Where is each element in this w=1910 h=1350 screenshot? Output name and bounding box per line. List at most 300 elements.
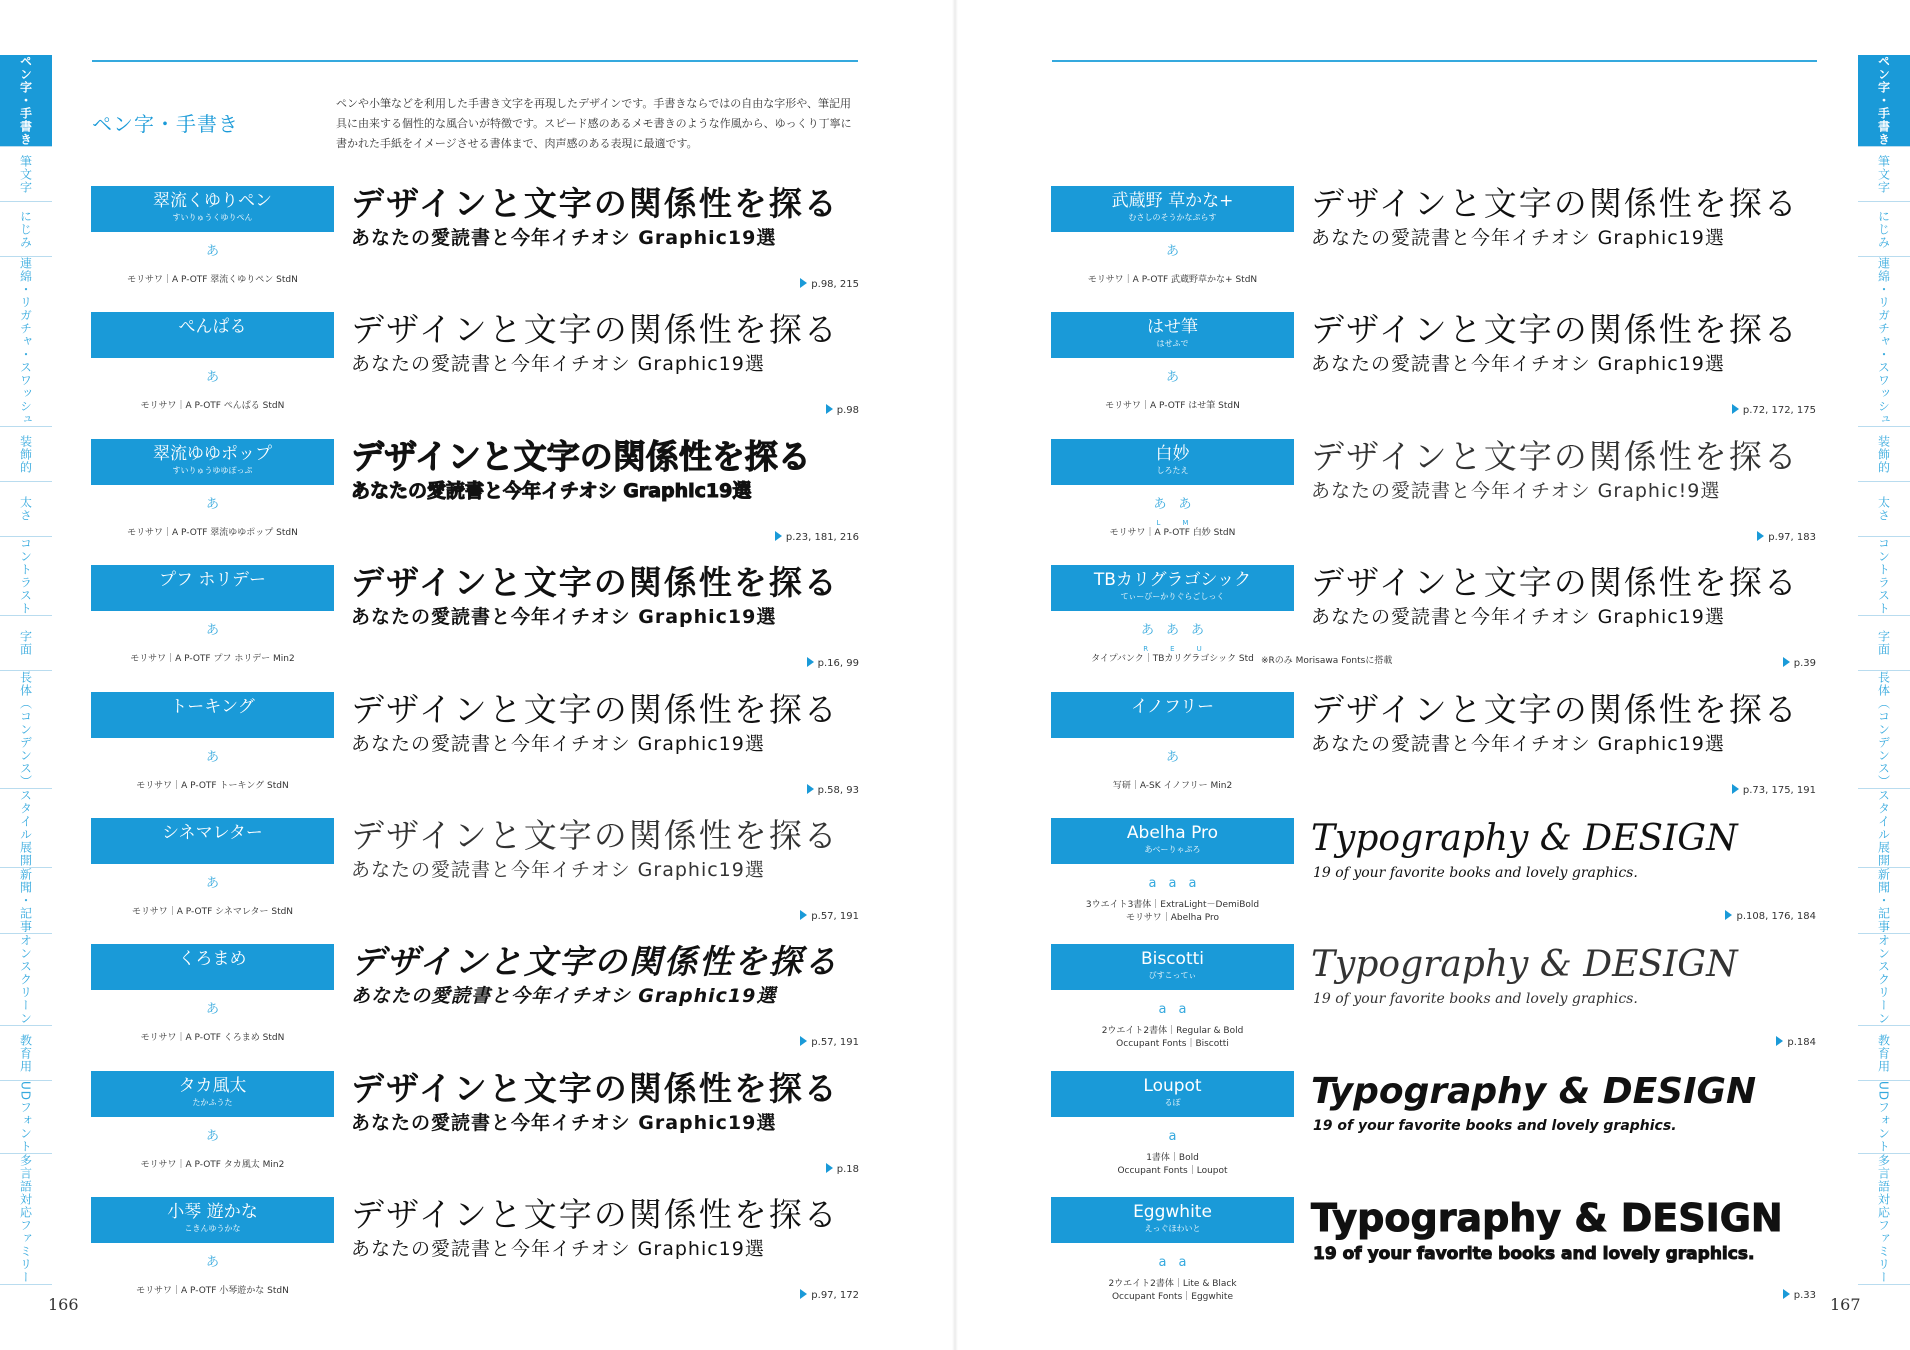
font-credit <box>91 1285 334 1298</box>
weight-glyph: あ <box>205 623 219 639</box>
index-tab[interactable] <box>1858 934 1910 1026</box>
index-tab-label: 教育用 <box>18 1033 33 1073</box>
weight-letter: U <box>1196 645 1202 654</box>
weight-glyph: a <box>1168 1128 1177 1144</box>
font-name-label <box>91 1197 334 1243</box>
page-reference <box>826 404 859 416</box>
page-reference <box>800 278 859 290</box>
font-credit <box>91 274 334 287</box>
weight-samples <box>91 872 334 891</box>
weight-samples <box>1051 366 1294 385</box>
credit-line: Occupant Fonts｜Eggwhite <box>1111 1292 1234 1303</box>
font-reading: すいりゅうゆゆぽっぷ <box>172 465 253 475</box>
side-index-tabs <box>1858 55 1910 1285</box>
sample-headline: デザインと文字の関係性を探る <box>351 1068 839 1108</box>
font-name: シネマレター <box>162 823 263 843</box>
index-tab-label: 新聞・記事 <box>18 868 33 933</box>
font-name-label <box>91 565 334 611</box>
font-reading: えっぐほわいと <box>1144 1224 1201 1234</box>
page-reference <box>1732 404 1816 416</box>
top-rule <box>1052 60 1817 62</box>
page-reference-text: p.23, 181, 216 <box>785 531 859 543</box>
credit-line: モリサワ｜A P-OTF トーキング StdN <box>136 780 289 791</box>
weight-samples <box>91 746 334 765</box>
credit-line: モリサワ｜A P-OTF くろまめ StdN <box>140 1033 285 1044</box>
arrow-right-icon <box>800 1036 807 1046</box>
font-reading: むさしのそうかなぷらす <box>1128 213 1217 222</box>
credit-line: モリサワ｜A P-OTF 武蔵野草かな+ StdN <box>1087 275 1258 285</box>
font-credit <box>91 906 334 919</box>
font-entry <box>1051 1197 1816 1317</box>
index-tab[interactable] <box>1858 1081 1910 1154</box>
page-reference <box>800 910 859 922</box>
font-entry <box>91 1068 859 1191</box>
font-entry <box>91 436 859 559</box>
font-name: Abelha Pro <box>1126 823 1219 843</box>
index-tab-label: UDフォント <box>18 1081 33 1154</box>
index-tab-label: コントラスト <box>18 537 33 615</box>
font-name: 翠流ゆゆポップ <box>153 443 272 464</box>
index-tab[interactable] <box>0 55 52 147</box>
weight-letter: M <box>1182 518 1189 527</box>
font-name-label <box>1051 439 1294 485</box>
sample-subline: あなたの愛読書と今年イチオシ Graphic19選 <box>1311 732 1725 755</box>
index-tab-label: 長体（コンデンス） <box>18 671 33 788</box>
page-reference-text: p.98, 215 <box>811 279 859 290</box>
font-credit <box>1051 899 1294 925</box>
page-reference <box>807 784 859 796</box>
sample-headline: デザインと文字の関係性を探る <box>351 184 839 223</box>
index-tab[interactable] <box>1858 868 1910 934</box>
font-entry <box>91 1197 859 1317</box>
index-tab[interactable] <box>1858 671 1910 789</box>
arrow-right-icon <box>1757 531 1764 541</box>
index-tab[interactable] <box>1858 427 1910 482</box>
arrow-right-icon <box>826 1163 833 1173</box>
font-name: Biscotti <box>1140 949 1205 970</box>
font-credit <box>91 653 334 666</box>
credit-line: Occupant Fonts｜Loupot <box>1117 1165 1228 1176</box>
arrow-right-icon <box>807 784 814 794</box>
font-name-label <box>1051 186 1294 232</box>
credit-line: 1書体｜Bold <box>1146 1152 1199 1163</box>
index-tab[interactable] <box>0 482 52 537</box>
index-tab-label: 字面 <box>18 630 33 656</box>
index-tab[interactable] <box>0 789 52 868</box>
font-credit <box>91 400 334 413</box>
index-tab-label: 太さ <box>18 496 33 522</box>
page-reference <box>807 657 859 669</box>
credit-line: モリサワ｜A P-OTF はせ筆 StdN <box>1105 401 1240 412</box>
font-name: TBカリグラゴシック <box>1093 570 1252 591</box>
sample-headline: Typography & DESIGN <box>1311 818 1738 859</box>
page-reference <box>1732 784 1816 796</box>
font-name-label <box>91 312 334 358</box>
sample-subline: あなたの愛読書と今年イチオシ Graphic19選 <box>351 859 765 881</box>
weight-glyph: あ <box>205 1255 219 1271</box>
page-reference-text: p.97, 183 <box>1768 531 1816 543</box>
sample-headline: デザインと文字の関係性を探る <box>1311 436 1799 476</box>
weight-glyph: a <box>1188 876 1197 891</box>
credit-line: Occupant Fonts｜Biscotti <box>1116 1039 1229 1050</box>
sample-headline: デザインと文字の関係性を探る <box>1311 184 1799 223</box>
font-credit <box>91 780 334 793</box>
weight-samples <box>91 1251 334 1270</box>
credit-line: モリサワ｜A P-OTF ぺんぱる StdN <box>140 401 285 412</box>
sample-subline: 19 of your favorite books and lovely graphics. <box>1313 865 1638 881</box>
arrow-right-icon <box>1732 784 1739 794</box>
sample-subline: 19 of your favorite books and lovely graphics. <box>1313 1117 1677 1134</box>
weight-samples <box>91 998 334 1017</box>
weight-letter: R <box>1143 645 1149 654</box>
font-entry <box>1051 186 1816 306</box>
weight-glyph: あ <box>1178 496 1192 512</box>
font-name: トーキング <box>170 696 255 717</box>
page-reference-text: p.33 <box>1793 1290 1816 1302</box>
weight-samples <box>1051 1125 1294 1144</box>
arrow-right-icon <box>1783 1289 1790 1299</box>
credit-line: モリサワ｜Abelha Pro <box>1125 913 1220 923</box>
weight-glyph: あ <box>1140 623 1154 639</box>
font-credit <box>1051 527 1294 540</box>
index-tab[interactable] <box>0 934 52 1026</box>
weight-samples <box>1051 872 1294 891</box>
page-reference <box>775 531 859 543</box>
side-index-tabs <box>0 55 52 1285</box>
weight-glyph: a <box>1148 876 1157 891</box>
credit-line: タイプバンク｜TBカリグラゴシック Std <box>1091 654 1254 665</box>
weight-glyph: a <box>1158 1002 1167 1018</box>
page-reference-text: p.73, 175, 191 <box>1742 784 1816 796</box>
sample-headline: Typography & DESIGN <box>1311 1196 1783 1241</box>
arrow-right-icon <box>1732 404 1739 414</box>
page-reference-text: p.97, 172 <box>811 1290 859 1302</box>
font-name: タカ風太 <box>178 1075 247 1096</box>
index-tab[interactable] <box>1858 1026 1910 1081</box>
weight-glyph: あ <box>205 244 219 259</box>
font-credit <box>1051 780 1294 793</box>
credit-line: 3ウエイト3書体｜ExtraLight－DemiBold <box>1085 900 1260 910</box>
index-tab[interactable] <box>1858 202 1910 257</box>
page-reference <box>826 1163 859 1175</box>
sample-subline: あなたの愛読書と今年イチオシ Graphic19選 <box>1311 606 1725 629</box>
font-reading: びすこってぃ <box>1148 971 1197 981</box>
arrow-right-icon <box>1776 1036 1783 1046</box>
font-name-label <box>1051 818 1294 864</box>
page-reference-text: p.108, 176, 184 <box>1736 911 1816 922</box>
font-credit <box>1051 1025 1294 1051</box>
font-name-label <box>91 186 334 232</box>
sample-headline: Typography & DESIGN <box>1311 1070 1757 1112</box>
index-tab[interactable] <box>1858 616 1910 671</box>
page-reference <box>800 1289 859 1301</box>
font-name-label <box>1051 944 1294 990</box>
font-name: プフ ホリデー <box>158 570 267 591</box>
sample-subline: あなたの愛読書と今年イチオシ Graphic19選 <box>351 1238 765 1261</box>
weight-glyph: あ <box>205 496 219 512</box>
weight-glyph: a <box>1168 876 1177 891</box>
index-tab-label: にじみ <box>1876 209 1891 249</box>
index-tab-label: スタイル展開 <box>18 789 33 867</box>
index-tab[interactable] <box>1858 537 1910 616</box>
index-tab[interactable] <box>0 671 52 789</box>
index-tab-label: 長体（コンデンス） <box>1876 671 1891 788</box>
page-reference-text: p.184 <box>1787 1037 1816 1049</box>
sample-subline: あなたの愛読書と今年イチオシ Graphic19選 <box>351 732 765 755</box>
index-tab-label: 多言語対応ファミリー <box>1876 1154 1891 1285</box>
weight-glyph: あ <box>205 1002 219 1018</box>
sample-subline: あなたの愛読書と今年イチオシ Graphic19選 <box>351 985 777 1008</box>
weight-samples <box>1051 746 1294 765</box>
font-entry <box>91 312 859 432</box>
font-name: くろまめ <box>178 949 247 970</box>
font-reading: はせふで <box>1156 339 1189 349</box>
font-reading: あべーりゃぷろ <box>1144 845 1201 854</box>
section-title: ペン字・手書き <box>92 112 239 136</box>
page-reference-text: p.39 <box>1793 658 1816 670</box>
page-reference-text: p.58, 93 <box>817 784 859 796</box>
weight-glyph: あ <box>1153 496 1167 512</box>
index-tab[interactable] <box>0 257 52 427</box>
font-credit <box>1051 653 1294 666</box>
weight-glyph: あ <box>205 749 219 765</box>
credit-line: モリサワ｜A P-OTF 小琴遊かな StdN <box>136 1286 289 1297</box>
index-tab-label: にじみ <box>18 209 33 249</box>
credit-line: モリサワ｜A P-OTF 白妙 StdN <box>1109 527 1236 538</box>
page-reference-text: p.98 <box>836 405 859 417</box>
font-name-label <box>1051 692 1294 738</box>
index-tab[interactable] <box>1858 482 1910 537</box>
font-reading: しろたえ <box>1156 465 1189 475</box>
index-tab-label: ペン字・手書き <box>1876 55 1891 146</box>
index-tab-label: ペン字・手書き <box>18 55 33 146</box>
font-reading: たかふうた <box>192 1097 233 1107</box>
right-page <box>955 0 1910 1350</box>
index-tab-label: オンスクリーン <box>1876 934 1891 1025</box>
arrow-right-icon <box>1725 910 1732 920</box>
font-reading: るぽ <box>1164 1097 1181 1107</box>
page-reference <box>1783 657 1816 669</box>
font-name: はせ筆 <box>1147 317 1198 338</box>
weight-glyph: あ <box>1165 244 1179 259</box>
font-note: ※Rのみ Morisawa Fontsに搭載 <box>1261 656 1393 667</box>
font-entry <box>1051 689 1816 812</box>
arrow-right-icon <box>775 531 782 541</box>
font-reading: てぃーびーかりぐらごしっく <box>1120 592 1225 602</box>
index-tab[interactable] <box>0 537 52 616</box>
index-tab-label: 装飾的 <box>1876 434 1891 474</box>
index-tab-label: UDフォント <box>1876 1081 1891 1154</box>
arrow-right-icon <box>800 278 807 288</box>
font-entry <box>1051 312 1816 432</box>
credit-line: モリサワ｜A P-OTF 翠流くゆりペン StdN <box>127 275 298 285</box>
font-name: イノフリー <box>1130 696 1215 717</box>
weight-samples <box>1051 240 1294 259</box>
sample-headline: デザインと文字の関係性を探る <box>351 942 839 982</box>
arrow-right-icon <box>1783 657 1790 667</box>
font-entry <box>91 565 859 685</box>
sample-subline: 19 of your favorite books and lovely graphics. <box>1313 1244 1755 1265</box>
sample-subline: あなたの愛読書と今年イチオシ Graphic19選 <box>351 606 777 629</box>
index-tab[interactable] <box>0 147 52 202</box>
font-entry <box>1051 944 1816 1064</box>
index-tab[interactable] <box>1858 1154 1910 1285</box>
page-reference-text: p.57, 191 <box>811 911 859 922</box>
sample-headline: デザインと文字の関係性を探る <box>1311 310 1799 350</box>
index-tab[interactable] <box>0 202 52 257</box>
font-entry <box>1051 818 1816 938</box>
sample-subline: あなたの愛読書と今年イチオシ Graphic19選 <box>351 479 752 502</box>
font-name: Eggwhite <box>1133 1202 1212 1223</box>
sample-subline: あなたの愛読書と今年イチオシ Graphic19選 <box>351 1111 777 1134</box>
font-entry <box>91 818 859 938</box>
font-name-label <box>1051 1071 1294 1117</box>
index-tab-label: 連綿・リガチャ・スワッシュ <box>18 257 33 426</box>
weight-glyph: あ <box>1165 749 1179 765</box>
index-tab[interactable] <box>0 616 52 671</box>
sample-subline: あなたの愛読書と今年イチオシ Graphic19選 <box>351 353 765 376</box>
page-reference-text: p.57, 191 <box>811 1037 859 1049</box>
credit-line: モリサワ｜A P-OTF 翠流ゆゆポップ StdN <box>127 527 298 538</box>
section-intro: ペンや小筆などを利用した手書き文字を再現したデザインです。手書きならではの自由な字形や、筆記用具に由来する個性的な風合いが特徴です。スピード感のあるメモ書きのような作風から、ゆっくり丁寧に書かれた手紙をイメージさせる書体まで、肉声感のある表現に最適です。 <box>336 97 852 150</box>
page-reference <box>1776 1036 1816 1048</box>
font-reading: すいりゅうくゆりぺん <box>172 213 253 222</box>
font-credit <box>91 1159 334 1172</box>
credit-line: モリサワ｜A P-OTF タカ風太 Min2 <box>140 1159 285 1170</box>
font-name: 白妙 <box>1155 443 1190 464</box>
index-tab[interactable] <box>0 1081 52 1154</box>
index-tab-label: 連綿・リガチャ・スワッシュ <box>1876 257 1891 426</box>
page-reference-text: p.72, 172, 175 <box>1742 405 1816 417</box>
font-credit <box>1051 274 1294 287</box>
weight-glyph: あ <box>205 876 219 891</box>
index-tab-label: コントラスト <box>1876 537 1891 615</box>
font-name-label <box>91 1071 334 1117</box>
font-credit <box>1051 1152 1294 1178</box>
index-tab-label: オンスクリーン <box>18 934 33 1025</box>
font-entry <box>91 689 859 812</box>
page-number: 166 <box>48 1295 79 1314</box>
index-tab-label: スタイル展開 <box>1876 789 1891 867</box>
sample-headline: デザインと文字の関係性を探る <box>351 1195 839 1235</box>
page-reference-text: p.16, 99 <box>817 658 859 670</box>
weight-glyph: a <box>1178 1255 1187 1271</box>
index-tab-label: 新聞・記事 <box>1876 868 1891 933</box>
page-reference <box>1783 1289 1816 1301</box>
font-name-label <box>91 818 334 864</box>
sample-headline: デザインと文字の関係性を探る <box>351 563 839 603</box>
weight-glyph: あ <box>205 1128 219 1144</box>
sample-headline: デザインと文字の関係性を探る <box>351 816 839 855</box>
font-entry <box>91 944 859 1064</box>
weight-letter: L <box>1156 518 1161 527</box>
sample-headline: Typography & DESIGN <box>1311 944 1738 986</box>
sample-subline: あなたの愛読書と今年イチオシ Graphic19選 <box>1311 353 1725 376</box>
page-reference-text: p.18 <box>836 1163 859 1175</box>
page-reference <box>1725 910 1816 922</box>
sample-subline: 19 of your favorite books and lovely graphics. <box>1313 991 1638 1008</box>
font-name-label <box>91 439 334 485</box>
font-credit <box>91 527 334 540</box>
page-reference <box>1757 531 1816 543</box>
font-name-label <box>1051 1197 1294 1243</box>
arrow-right-icon <box>800 1289 807 1299</box>
font-name-label <box>91 944 334 990</box>
font-name-label <box>91 692 334 738</box>
weight-samples <box>1051 1251 1294 1270</box>
font-credit <box>1051 1278 1294 1304</box>
index-tab[interactable] <box>1858 789 1910 868</box>
weight-samples <box>91 493 334 512</box>
page-reference <box>800 1036 859 1048</box>
font-entry <box>1051 1071 1816 1191</box>
font-name: 翠流くゆりペン <box>153 191 272 211</box>
sample-headline: デザインと文字の関係性を探る <box>351 310 839 350</box>
sample-headline: デザインと文字の関係性を探る <box>1311 689 1799 729</box>
sample-headline: デザインと文字の関係性を探る <box>351 689 839 729</box>
sample-subline: あなたの愛読書と今年イチオシ Graphic19選 <box>351 227 777 249</box>
font-credit <box>1051 400 1294 413</box>
weight-letter: E <box>1170 645 1175 654</box>
font-entry <box>91 186 859 306</box>
index-tab[interactable] <box>0 427 52 482</box>
sample-headline: デザインと文字の関係性を探る <box>351 436 811 476</box>
weight-glyph: あ <box>1165 623 1179 639</box>
index-tab-label: 筆文字 <box>18 154 33 194</box>
index-tab[interactable] <box>1858 257 1910 427</box>
credit-line: 写研｜A-SK イノフリー Min2 <box>1112 780 1233 791</box>
weight-samples <box>91 1125 334 1144</box>
font-reading: こきんゆうかな <box>184 1224 241 1234</box>
top-rule <box>92 60 858 62</box>
index-tab-label: 筆文字 <box>1876 154 1891 194</box>
font-credit <box>91 1032 334 1045</box>
index-tab[interactable] <box>0 868 52 934</box>
sample-subline: あなたの愛読書と今年イチオシ Graphic19選 <box>1311 227 1725 249</box>
arrow-right-icon <box>826 404 833 414</box>
font-name: 武蔵野 草かな+ <box>1111 191 1234 211</box>
credit-line: モリサワ｜A P-OTF プフ ホリデー Min2 <box>130 654 295 665</box>
weight-glyph: あ <box>1191 623 1205 639</box>
arrow-right-icon <box>807 657 814 667</box>
index-tab-label: 太さ <box>1876 496 1891 522</box>
index-tab[interactable] <box>1858 55 1910 147</box>
index-tab-label: 教育用 <box>1876 1033 1891 1073</box>
font-name: Loupot <box>1143 1075 1202 1096</box>
index-tab[interactable] <box>1858 147 1910 202</box>
font-name: ぺんぱる <box>178 317 247 338</box>
font-entry <box>1051 436 1816 559</box>
credit-line: 2ウエイト2書体｜Regular & Bold <box>1101 1026 1244 1037</box>
sample-subline: あなたの愛読書と今年イチオシ Graphic!9選 <box>1311 479 1721 502</box>
font-name-label <box>1051 565 1294 611</box>
weight-glyph: あ <box>1165 370 1179 386</box>
index-tab[interactable] <box>0 1154 52 1285</box>
index-tab[interactable] <box>0 1026 52 1081</box>
weight-glyph: a <box>1178 1002 1187 1018</box>
sample-headline: デザインと文字の関係性を探る <box>1311 563 1799 603</box>
font-name-label <box>1051 312 1294 358</box>
weight-samples <box>1051 998 1294 1017</box>
weight-samples <box>91 366 334 385</box>
arrow-right-icon <box>800 910 807 920</box>
page-number: 167 <box>1830 1295 1861 1314</box>
index-tab-label: 装飾的 <box>18 434 33 474</box>
index-tab-label: 字面 <box>1876 630 1891 656</box>
font-entry <box>1051 565 1816 685</box>
weight-samples <box>91 619 334 638</box>
weight-glyph: a <box>1158 1255 1167 1271</box>
